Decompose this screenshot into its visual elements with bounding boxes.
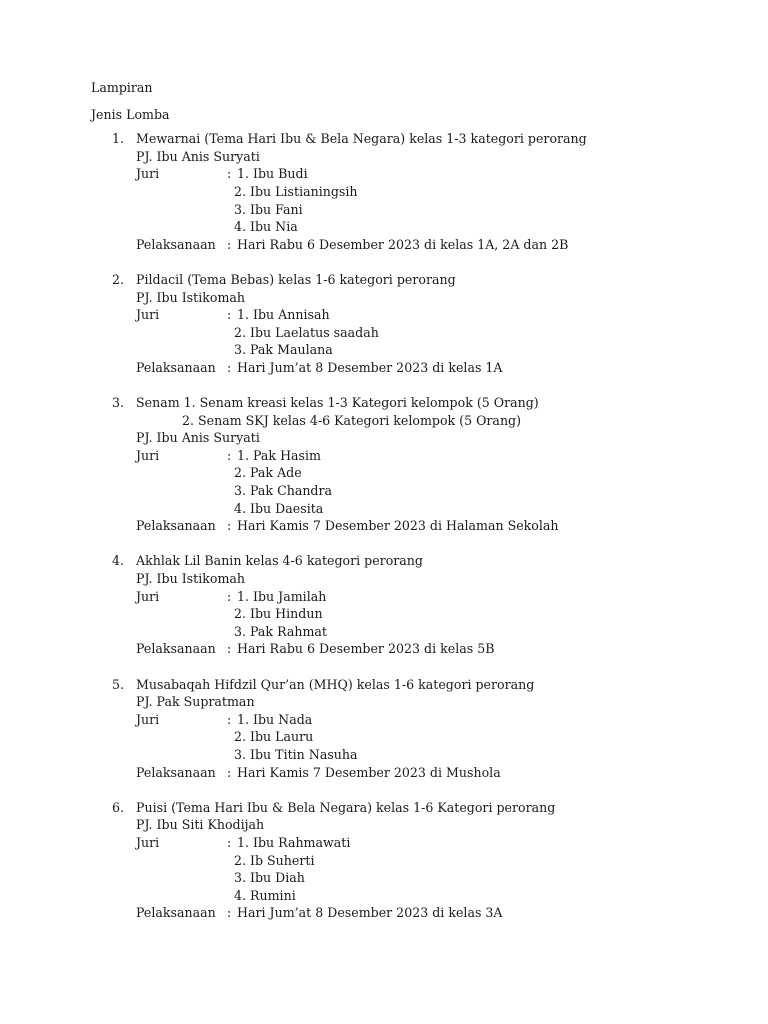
spacer xyxy=(91,658,731,676)
pelaksanaan-label: Pelaksanaan xyxy=(136,236,216,252)
item-pj: PJ. Ibu Siti Khodijah xyxy=(136,817,265,833)
juri-entry: 1. Ibu Rahmawati xyxy=(237,834,351,850)
item-pj: PJ. Ibu Istikomah xyxy=(136,571,246,587)
colon: : xyxy=(227,447,232,463)
juri-entry: 2. Ib Suherti xyxy=(234,852,315,868)
colon: : xyxy=(227,588,232,604)
juri-entry: 3. Pak Chandra xyxy=(234,483,333,499)
juri-label: Juri xyxy=(136,711,160,727)
pelaksanaan-label: Pelaksanaan xyxy=(136,641,216,657)
juri-entry: 1. Ibu Annisah xyxy=(237,307,330,323)
spacer xyxy=(91,535,731,553)
juri-entry: 4. Ibu Nia xyxy=(234,219,298,235)
colon: : xyxy=(227,905,232,921)
colon: : xyxy=(227,764,232,780)
juri-entry: 3. Ibu Diah xyxy=(234,870,305,886)
document-title: Lampiran xyxy=(91,80,153,95)
item-number: 2. xyxy=(112,271,125,287)
juri-entry: 1. Ibu Nada xyxy=(237,711,313,727)
juri-entry: 3. Ibu Titin Nasuha xyxy=(234,746,358,762)
spacer xyxy=(91,253,731,271)
juri-row xyxy=(136,834,731,852)
competition-item xyxy=(91,676,731,782)
item-title: Akhlak Lil Banin kelas 4-6 kategori perorang xyxy=(136,553,423,569)
juri-entry: 1. Ibu Jamilah xyxy=(237,588,327,604)
pelaksanaan-value: Hari Rabu 6 Desember 2023 di kelas 1A, 2A dan 2B xyxy=(237,236,569,252)
item-pj: PJ. Ibu Anis Suryati xyxy=(136,148,260,164)
colon: : xyxy=(227,834,232,850)
juri-entry: 1. Pak Hasim xyxy=(237,447,321,463)
juri-entry: 2. Ibu Listianingsih xyxy=(234,183,358,199)
juri-entry: 2. Ibu Lauru xyxy=(234,729,314,745)
juri-entry: 2. Ibu Hindun xyxy=(234,606,323,622)
juri-entry: 4. Ibu Daesita xyxy=(234,500,324,516)
pelaksanaan-value: Hari Rabu 6 Desember 2023 di kelas 5B xyxy=(237,641,495,657)
item-pj: PJ. Ibu Anis Suryati xyxy=(136,430,260,446)
juri-entry: 2. Pak Ade xyxy=(234,465,302,481)
juri-label: Juri xyxy=(136,307,160,323)
pelaksanaan-value: Hari Jum’at 8 Desember 2023 di kelas 3A xyxy=(237,905,503,921)
pelaksanaan-label: Pelaksanaan xyxy=(136,905,216,921)
document-page xyxy=(91,79,731,922)
item-subtitle: 2. Senam SKJ kelas 4-6 Kategori kelompok (5 Orang) xyxy=(182,412,522,428)
item-number: 5. xyxy=(112,676,125,692)
pelaksanaan-row xyxy=(136,640,731,658)
item-pj: PJ. Ibu Istikomah xyxy=(136,289,246,305)
colon: : xyxy=(227,359,232,375)
juri-entry: 3. Pak Rahmat xyxy=(234,623,327,639)
competition-item xyxy=(91,552,731,658)
item-pj: PJ. Pak Supratman xyxy=(136,694,255,710)
juri-label: Juri xyxy=(136,834,160,850)
colon: : xyxy=(227,166,232,182)
pelaksanaan-row xyxy=(136,904,731,922)
pelaksanaan-value: Hari Jum’at 8 Desember 2023 di kelas 1A xyxy=(237,359,503,375)
juri-entry: 1. Ibu Budi xyxy=(237,166,308,182)
spacer xyxy=(91,781,731,799)
juri-row xyxy=(136,306,731,324)
item-title: Senam 1. Senam kreasi kelas 1-3 Kategori kelompok (5 Orang) xyxy=(136,395,539,411)
pelaksanaan-row xyxy=(136,764,731,782)
juri-row xyxy=(136,165,731,183)
juri-entry: 3. Pak Maulana xyxy=(234,342,333,358)
colon: : xyxy=(227,711,232,727)
juri-row xyxy=(136,711,731,729)
colon: : xyxy=(227,641,232,657)
juri-label: Juri xyxy=(136,447,160,463)
competition-item xyxy=(91,271,731,377)
item-number: 6. xyxy=(112,799,125,815)
section-heading: Jenis Lomba xyxy=(91,106,170,122)
pelaksanaan-label: Pelaksanaan xyxy=(136,518,216,534)
spacer xyxy=(91,377,731,395)
pelaksanaan-row xyxy=(136,359,731,377)
juri-entry: 2. Ibu Laelatus saadah xyxy=(234,324,379,340)
juri-row xyxy=(136,447,731,465)
juri-entry: 4. Rumini xyxy=(234,887,296,903)
pelaksanaan-label: Pelaksanaan xyxy=(136,764,216,780)
pelaksanaan-row xyxy=(136,517,731,535)
competition-item xyxy=(91,394,731,535)
colon: : xyxy=(227,236,232,252)
item-title: Pildacil (Tema Bebas) kelas 1-6 kategori perorang xyxy=(136,271,456,287)
colon: : xyxy=(227,518,232,534)
juri-entry: 3. Ibu Fani xyxy=(234,201,303,217)
item-title: Mewarnai (Tema Hari Ibu & Bela Negara) kelas 1-3 kategori perorang xyxy=(136,131,587,147)
pelaksanaan-value: Hari Kamis 7 Desember 2023 di Mushola xyxy=(237,764,501,780)
pelaksanaan-row xyxy=(136,236,731,254)
item-number: 4. xyxy=(112,553,125,569)
item-number: 1. xyxy=(112,131,125,147)
juri-row xyxy=(136,588,731,606)
competition-item xyxy=(91,799,731,922)
item-number: 3. xyxy=(112,395,125,411)
juri-label: Juri xyxy=(136,166,160,182)
competition-item xyxy=(91,130,731,253)
pelaksanaan-label: Pelaksanaan xyxy=(136,359,216,375)
item-title: Musabaqah Hifdzil Qur’an (MHQ) kelas 1-6 kategori perorang xyxy=(136,676,535,692)
item-title: Puisi (Tema Hari Ibu & Bela Negara) kelas 1-6 Kategori perorang xyxy=(136,799,556,815)
juri-label: Juri xyxy=(136,588,160,604)
colon: : xyxy=(227,307,232,323)
pelaksanaan-value: Hari Kamis 7 Desember 2023 di Halaman Sekolah xyxy=(237,518,559,534)
